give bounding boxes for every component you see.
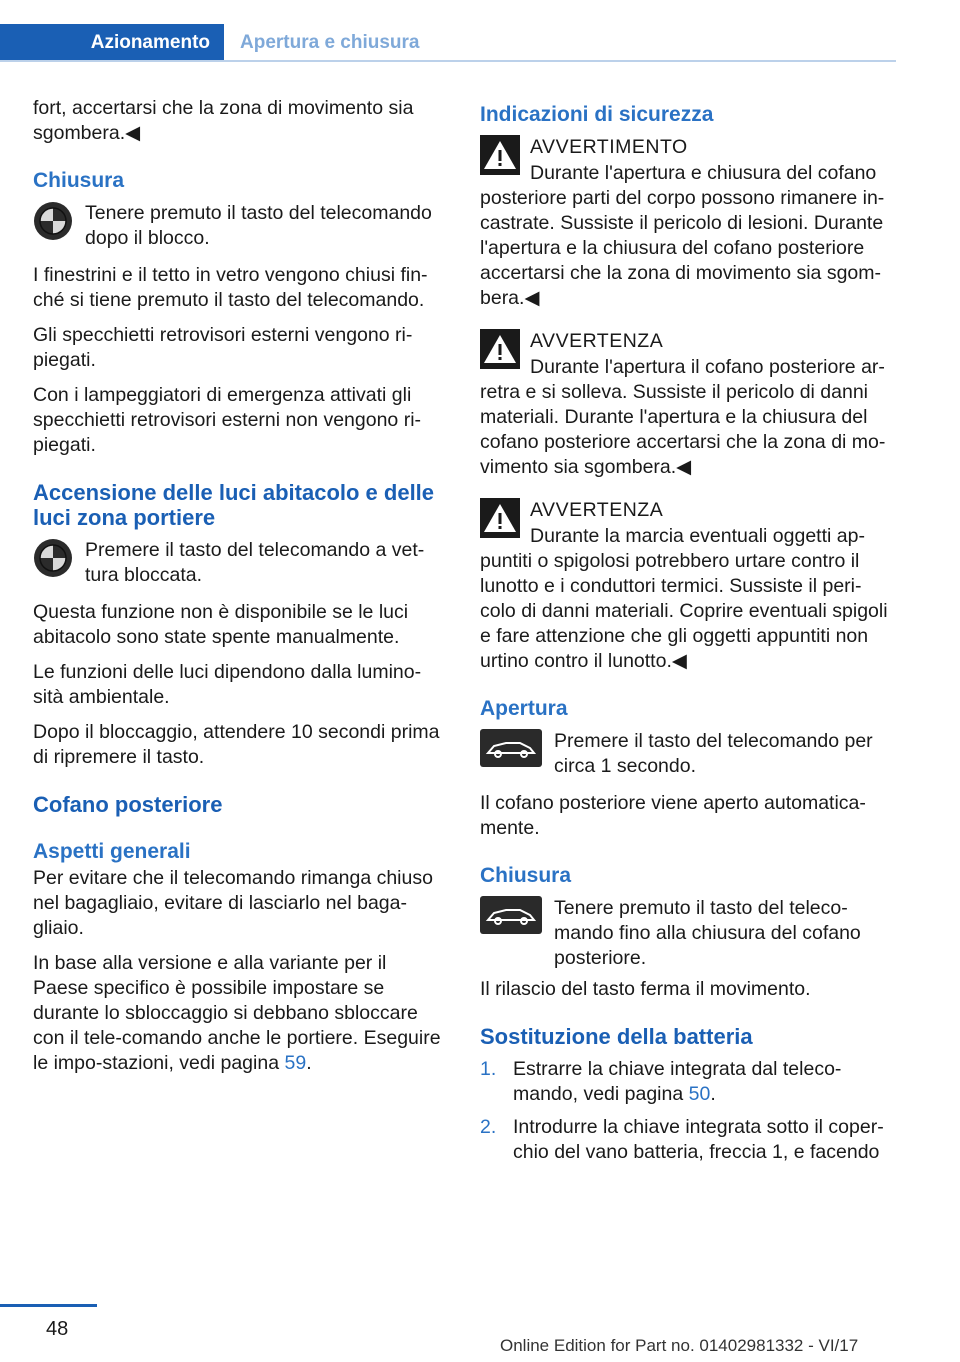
heading-cofano: Cofano posteriore <box>33 792 223 817</box>
page-link[interactable]: 59 <box>284 1052 307 1074</box>
paragraph: Le funzioni delle luci dipendono dalla lumino-sità ambientale. <box>33 661 422 708</box>
step-text: Introdurre la chiave integrata sotto il coper-chio del vano batteria, freccia 1, e facendo <box>513 1116 884 1163</box>
paragraph: Per evitare che il telecomando rimanga chiuso nel bagagliaio, evitare di lasciarlo nel baga-gliaio. <box>33 867 433 939</box>
icon-instruction <box>33 538 445 588</box>
page-header <box>0 0 896 62</box>
trunk-button-icon <box>480 729 542 767</box>
heading-apertura: Apertura <box>480 697 568 720</box>
paragraph: fort, accertarsi che la zona di movimento sia sgombera.◀ <box>33 97 414 144</box>
step-text-end: . <box>710 1083 716 1105</box>
warning-triangle-icon <box>480 498 520 538</box>
right-column <box>480 96 896 1173</box>
bmw-key-icon <box>33 538 73 578</box>
subsection-tab[interactable]: Apertura e chiusura <box>240 32 420 53</box>
icon-instruction-text: Premere il tasto del telecomando per circa 1 secondo. <box>554 730 873 777</box>
paragraph: Il rilascio del tasto ferma il movimento. <box>480 978 811 1000</box>
paragraph: Il cofano posteriore viene aperto automatica-mente. <box>480 792 866 839</box>
paragraph: I finestrini e il tetto in vetro vengono chiusi fin-ché si tiene premuto il tasto del telecomando. <box>33 264 428 311</box>
paragraph-text: In base alla versione e alla variante per il Paese specifico è possibile impostare se durante lo sbloccaggio si debbano sbloccare con il tele-comando anche le portiere. Eseguire le impo-stazioni, vedi pagina <box>33 952 441 1074</box>
heading-sicurezza: Indicazioni di sicurezza <box>480 103 714 126</box>
heading-accensione: Accensione delle luci abitacolo e delle luci zona portiere <box>33 480 435 530</box>
step-text-main: Estrarre la chiave integrata dal teleco-mando, vedi pagina <box>513 1058 842 1105</box>
warning-text: Durante l'apertura e chiusura del cofano posteriore parti del corpo possono rimanere in-castrate. Sussiste il pericolo di lesioni. Durante l'apertura e la chiusura del cofano posteriore accertarsi che la zona di movimento sia sgom-bera.◀ <box>480 162 885 309</box>
page-link[interactable]: 50 <box>688 1083 711 1105</box>
warning-block <box>480 329 896 480</box>
footer-divider <box>0 1304 97 1307</box>
warning-triangle-icon <box>480 135 520 175</box>
warning-block <box>480 135 896 311</box>
paragraph-end: . <box>306 1052 312 1074</box>
paragraph: Questa funzione non è disponibile se le luci abitacolo sono state spente manualmente. <box>33 601 409 648</box>
icon-instruction-text: Tenere premuto il tasto del teleco-mando fino alla chiusura del cofano posteriore. <box>554 897 861 969</box>
warning-text: Durante l'apertura il cofano posteriore ar-retra e si solleva. Sussiste il pericolo di danni materiali. Durante l'apertura e la chiusura del cofano posteriore accertarsi che la zona di mo-vimento sia sgombera.◀ <box>480 356 886 478</box>
trunk-button-icon <box>480 896 542 934</box>
icon-instruction <box>480 896 896 971</box>
icon-instruction-text: Tenere premuto il tasto del telecomando dopo il blocco. <box>85 202 432 249</box>
page-number: 48 <box>46 1318 69 1340</box>
warning-title: AVVERTIMENTO <box>530 136 688 158</box>
warning-title: AVVERTENZA <box>530 499 664 521</box>
footer-edition: Online Edition for Part no. 01402981332 - VI/17 <box>500 1336 859 1355</box>
paragraph: Dopo il bloccaggio, attendere 10 secondi prima di ripremere il tasto. <box>33 721 440 768</box>
warning-title: AVVERTENZA <box>530 330 664 352</box>
icon-instruction <box>480 729 896 779</box>
step-text <box>513 1057 896 1107</box>
steps-list <box>480 1057 896 1165</box>
icon-instruction-text: Premere il tasto del telecomando a vet-tura bloccata. <box>85 539 425 586</box>
icon-instruction <box>33 201 445 251</box>
step-number: 1. <box>480 1058 497 1080</box>
section-tab[interactable]: Azionamento <box>0 24 224 62</box>
warning-text: Durante la marcia eventuali oggetti ap-puntiti o spigolosi potrebbero urtare contro il lunotto e i conduttori termici. Sussiste il peri-colo di danni materiali. Coprire eventuali spigoli e fare attenzione che gli oggetti appuntiti non urtino contro il lunotto.◀ <box>480 525 888 672</box>
bmw-key-icon <box>33 201 73 241</box>
heading-batteria: Sostituzione della batteria <box>480 1024 753 1049</box>
heading-aspetti: Aspetti generali <box>33 840 191 863</box>
paragraph <box>33 951 445 1076</box>
list-item <box>480 1057 896 1107</box>
paragraph: Con i lampeggiatori di emergenza attivati gli specchietti retrovisori esterni non vengono ri-piegati. <box>33 384 422 456</box>
warning-triangle-icon <box>480 329 520 369</box>
step-number: 2. <box>480 1116 497 1138</box>
left-column <box>33 96 445 1086</box>
heading-chiusura: Chiusura <box>33 169 125 192</box>
list-item <box>480 1115 896 1165</box>
warning-block <box>480 498 896 674</box>
heading-chiusura-cofano: Chiusura <box>480 864 572 887</box>
header-divider <box>0 60 896 62</box>
paragraph: Gli specchietti retrovisori esterni vengono ri-piegati. <box>33 324 413 371</box>
